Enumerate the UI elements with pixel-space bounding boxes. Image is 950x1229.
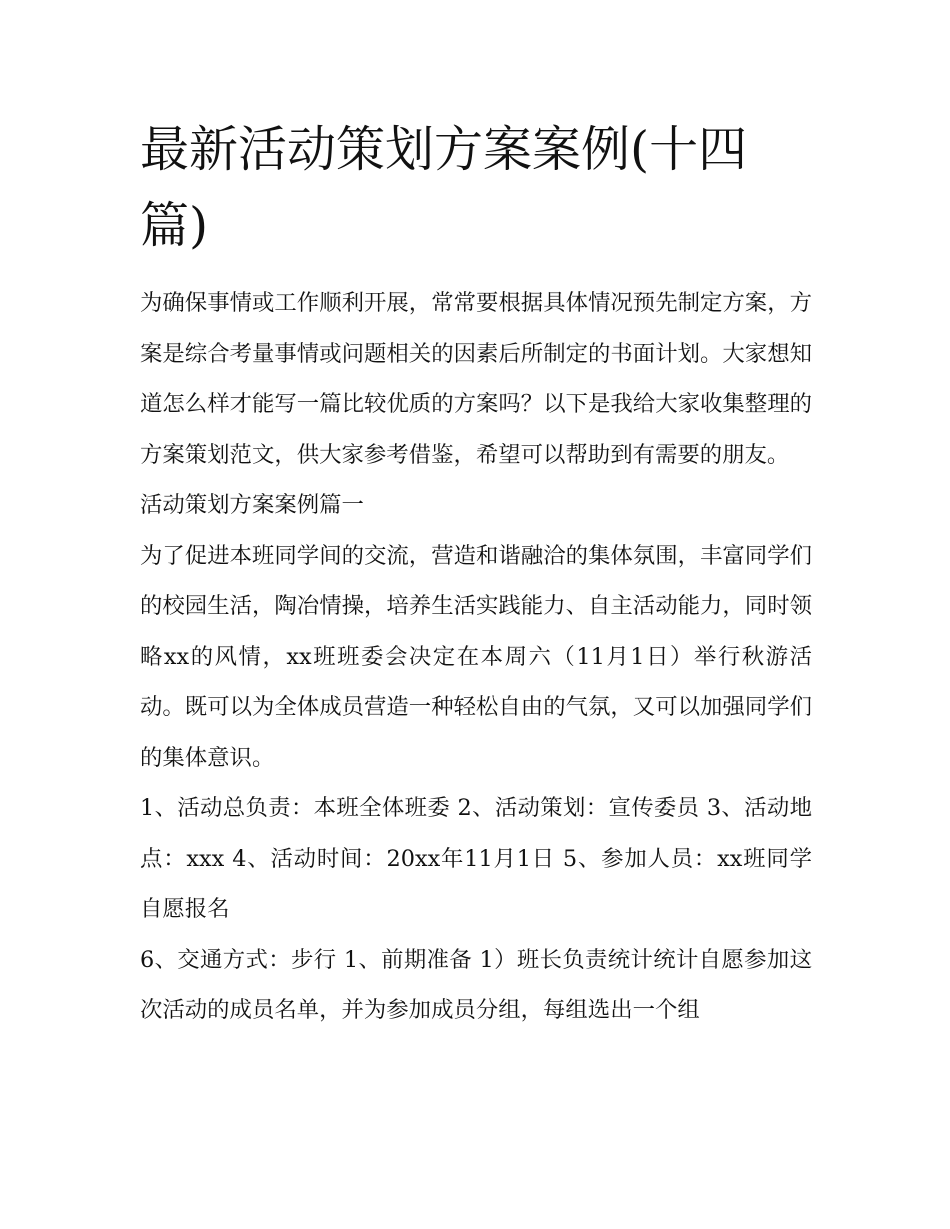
document-title: 最新活动策划方案案例(十四篇)	[140, 121, 748, 254]
details-paragraph: 1、活动总负责：本班全体班委 2、活动策划：宣传委员 3、活动地点：xxx 4、活动时间：20xx年11月1日 5、参加人员：xx班同学自愿报名	[140, 795, 812, 922]
document-body	[140, 278, 812, 1036]
section-heading: 活动策划方案案例篇一	[140, 492, 364, 518]
purpose-paragraph: 为了促进本班同学间的交流，营造和谐融洽的集体氛围，丰富同学们的校园生活，陶冶情操，培养生活实践能力、自主活动能力，同时领略xx的风情，xx班班委会决定在本周六（11月1日）举行秋游活动。既可以为全体成员营造一种轻松自由的气氛，又可以加强同学们的集体意识。	[140, 542, 812, 771]
intro-paragraph: 为确保事情或工作顺利开展，常常要根据具体情况预先制定方案，方案是综合考量事情或问题相关的因素后所制定的书面计划。大家想知道怎么样才能写一篇比较优质的方案吗？以下是我给大家收集整理的方案策划范文，供大家参考借鉴，希望可以帮助到有需要的朋友。	[140, 290, 812, 468]
preparation-paragraph: 6、交通方式：步行 1、前期准备 1）班长负责统计统计自愿参加这次活动的成员名单，并为参加成员分组，每组选出一个组	[140, 946, 812, 1023]
